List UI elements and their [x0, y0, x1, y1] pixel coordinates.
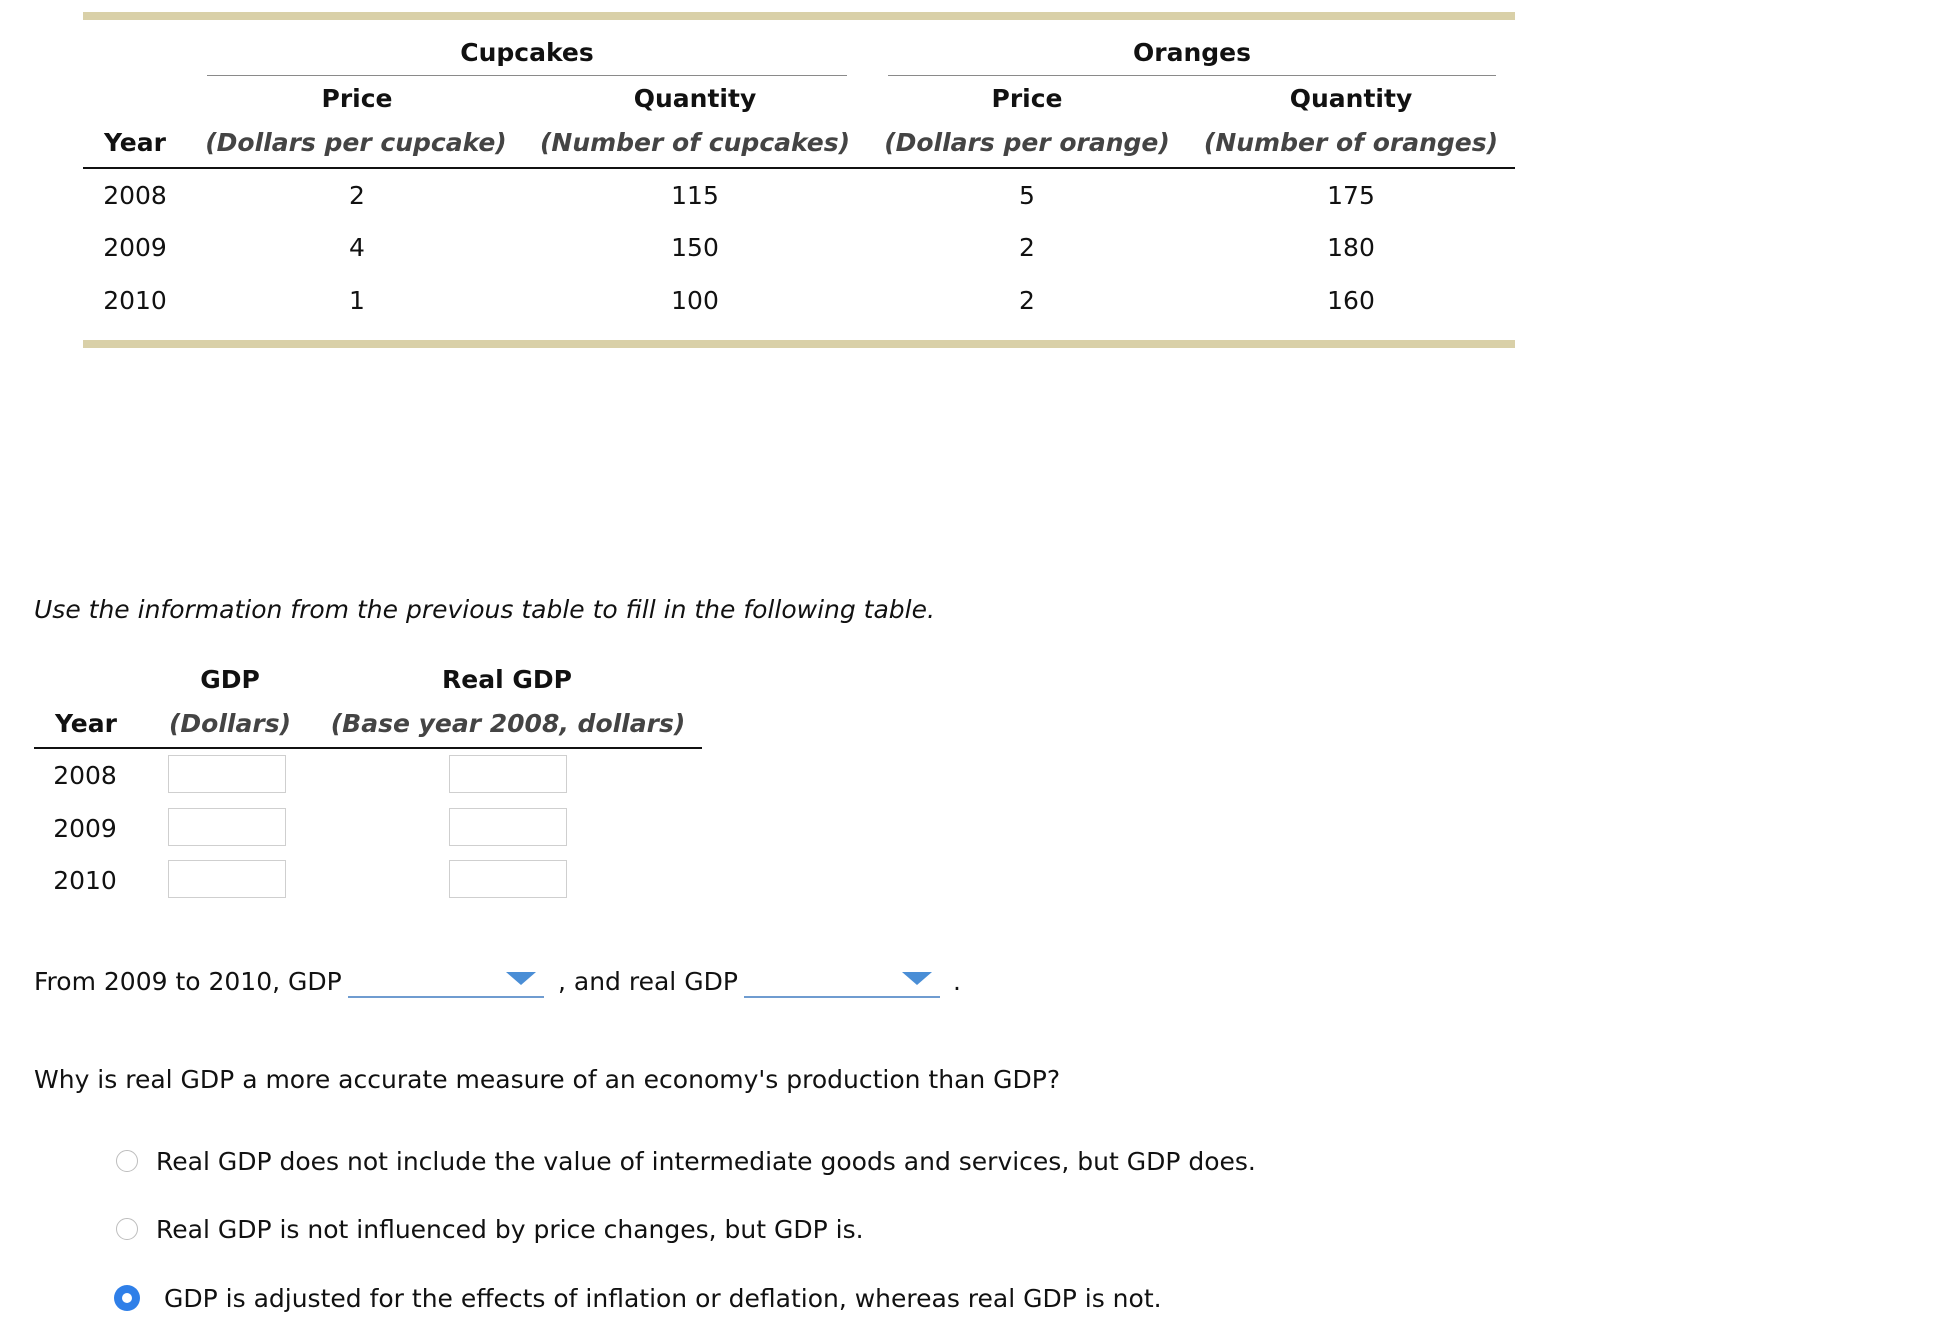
gdp-header: GDP [200, 665, 260, 694]
sentence-middle: , and real GDP [558, 967, 738, 996]
radio-button[interactable] [116, 1150, 138, 1172]
row-year: 2009 [103, 233, 167, 262]
cupcake-price-cell: 1 [349, 286, 365, 315]
orange-quantity-unit: (Number of oranges) [1203, 128, 1499, 157]
gdp-row-year: 2008 [53, 761, 117, 790]
answer-option-label[interactable]: Real GDP is not influenced by price changes, but GDP is. [156, 1215, 864, 1244]
orange-price-unit: (Dollars per orange) [884, 128, 1170, 157]
orange-quantity-cell: 175 [1327, 181, 1375, 210]
real-gdp-unit: (Base year 2008, dollars) [330, 709, 686, 738]
real-gdp-2008-input[interactable] [449, 755, 567, 793]
gdp-2008-input[interactable] [168, 755, 286, 793]
cupcake-price-unit: (Dollars per cupcake) [205, 128, 507, 157]
answer-option-label[interactable]: GDP is adjusted for the effects of inflation or deflation, whereas real GDP is not. [164, 1284, 1162, 1313]
gdp-2010-input[interactable] [168, 860, 286, 898]
gdp-header-divider [34, 747, 702, 749]
year-header: Year [104, 128, 166, 157]
cupcake-price-header: Price [321, 84, 393, 113]
real-gdp-change-dropdown[interactable] [744, 966, 940, 998]
orange-quantity-cell: 180 [1327, 233, 1375, 262]
real-gdp-2009-input[interactable] [449, 808, 567, 846]
gdp-unit: (Dollars) [169, 709, 291, 738]
oranges-group-header: Oranges [1133, 38, 1251, 67]
orange-price-cell: 2 [1019, 233, 1035, 262]
cupcake-price-cell: 4 [349, 233, 365, 262]
row-year: 2010 [103, 286, 167, 315]
cupcake-quantity-cell: 115 [671, 181, 719, 210]
cupcake-quantity-unit: (Number of cupcakes) [539, 128, 851, 157]
row-year: 2008 [103, 181, 167, 210]
gdp-row-year: 2010 [53, 866, 117, 895]
radio-button-selected[interactable] [114, 1285, 140, 1311]
real-gdp-header: Real GDP [442, 665, 572, 694]
chevron-down-icon [506, 972, 536, 985]
gdp-row-year: 2009 [53, 814, 117, 843]
orange-quantity-header: Quantity [1289, 84, 1413, 113]
sentence-prefix: From 2009 to 2010, GDP [34, 967, 342, 996]
cupcake-quantity-header: Quantity [633, 84, 757, 113]
orange-price-header: Price [991, 84, 1063, 113]
answer-option-label[interactable]: Real GDP does not include the value of intermediate goods and services, but GDP does. [156, 1147, 1256, 1176]
cupcake-quantity-cell: 150 [671, 233, 719, 262]
real-gdp-2010-input[interactable] [449, 860, 567, 898]
cupcake-price-cell: 2 [349, 181, 365, 210]
header-divider [83, 167, 1515, 169]
gdp-2009-input[interactable] [168, 808, 286, 846]
oranges-group-rule [888, 75, 1496, 76]
radio-button[interactable] [116, 1218, 138, 1240]
orange-price-cell: 2 [1019, 286, 1035, 315]
sentence-suffix: . [953, 967, 961, 996]
instruction-text: Use the information from the previous table to fill in the following table. [34, 595, 935, 624]
gdp-change-dropdown[interactable] [348, 966, 544, 998]
cupcakes-group-header: Cupcakes [460, 38, 594, 67]
orange-quantity-cell: 160 [1327, 286, 1375, 315]
chevron-down-icon [902, 972, 932, 985]
cupcakes-group-rule [207, 75, 847, 76]
orange-price-cell: 5 [1019, 181, 1035, 210]
gdp-year-header: Year [55, 709, 117, 738]
table-bottom-rule [83, 340, 1515, 348]
question-text: Why is real GDP a more accurate measure of an economy's production than GDP? [34, 1065, 1061, 1094]
cupcake-quantity-cell: 100 [671, 286, 719, 315]
table-top-rule [83, 12, 1515, 20]
